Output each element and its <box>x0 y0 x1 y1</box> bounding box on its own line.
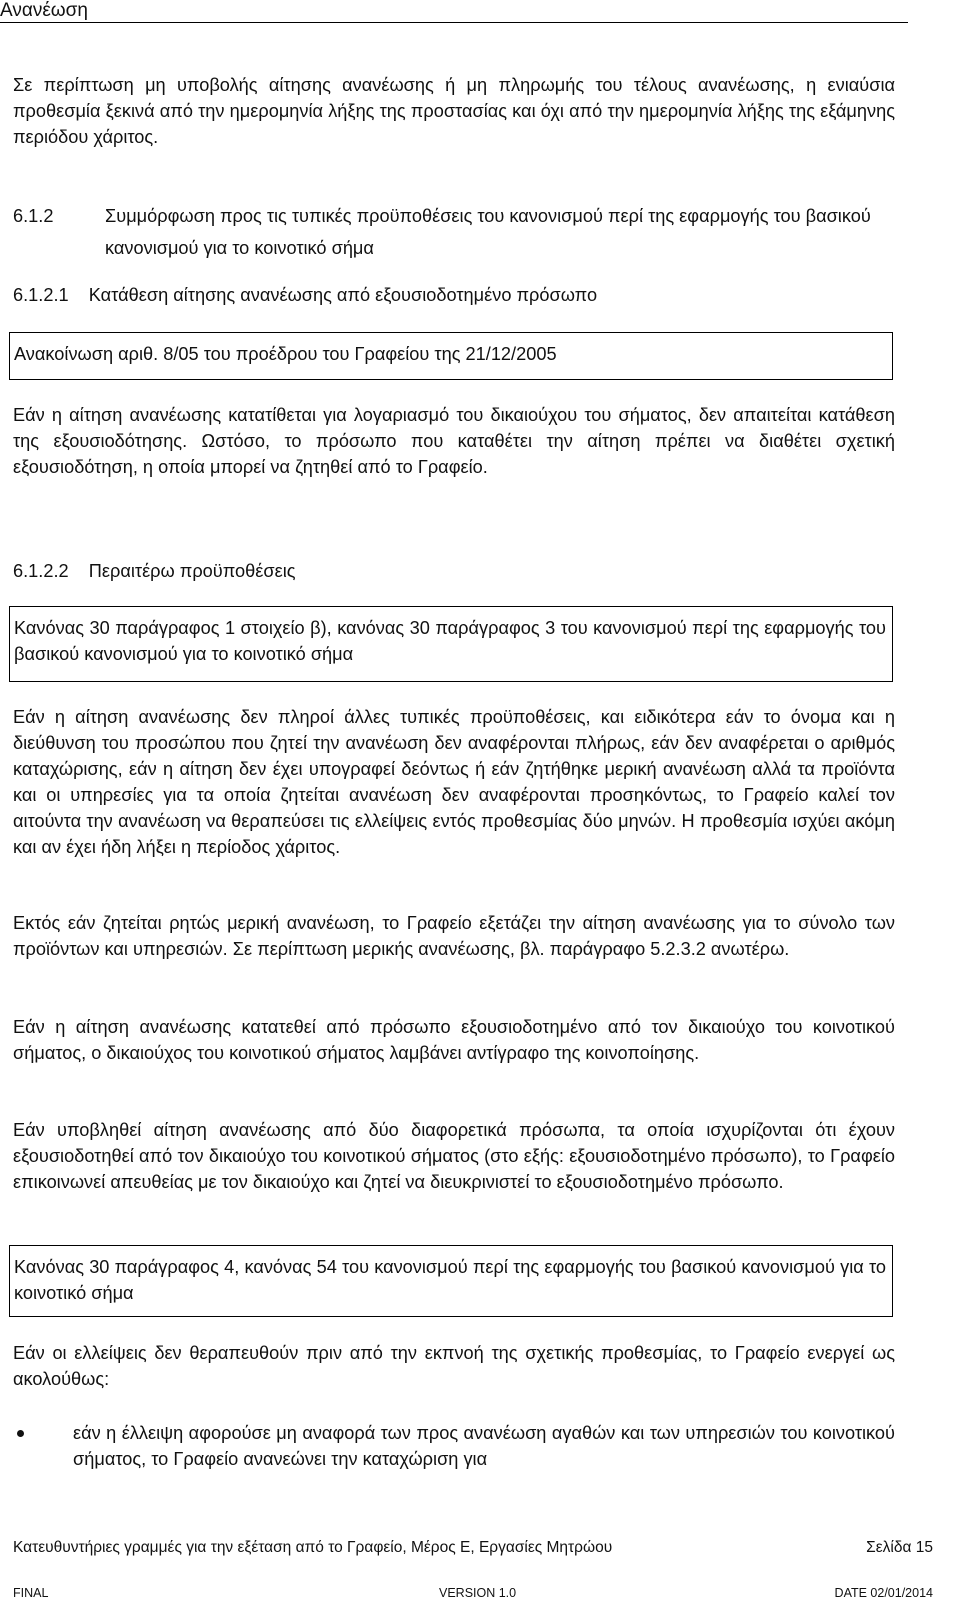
paragraph-grace-period: Σε περίπτωση μη υποβολής αίτησης ανανέωσης ή μη πληρωμής του τέλους ανανέωσης, η ενιαύσια προθεσμία ξεκινά από την ημερομηνία λήξης της προστασίας και όχι από την ημερομηνία λήξης της εξάμηνης περιόδου χάριτος. <box>13 75 895 147</box>
list-item-text: εάν η έλλειψη αφορούσε μη αναφορά των προς ανανέωση αγαθών και των υπηρεσιών του κοινοτικού σήματος, το Γραφείο ανανεώνει την καταχώριση για <box>73 1423 895 1469</box>
section-number: 6.1.2.1 <box>13 285 69 305</box>
list-item <box>13 1420 895 1472</box>
section-heading-6-1-2-1 <box>13 282 597 308</box>
header-title: Ανανέωση <box>0 0 88 21</box>
bullet-icon <box>17 1430 24 1437</box>
legal-reference-text: Κανόνας 30 παράγραφος 4, κανόνας 54 του κανονισμού περί της εφαρμογής του βασικού κανονισμού για το κοινοτικό σήμα <box>14 1257 886 1303</box>
status-label: FINAL <box>13 1586 49 1600</box>
paragraph-remedy: Εάν οι ελλείψεις δεν θεραπευθούν πριν από την εκπνοή της σχετικής προθεσμίας, το Γραφείο ενεργεί ως ακολούθως: <box>13 1343 895 1389</box>
section-title: Κατάθεση αίτησης ανανέωσης από εξουσιοδοτημένο πρόσωπο <box>88 285 598 305</box>
page-number: Σελίδα 15 <box>866 1539 933 1556</box>
section-number: 6.1.2.2 <box>13 561 69 581</box>
paragraph-authorised-person: Εάν η αίτηση ανανέωσης κατατεθεί από πρόσωπο εξουσιοδοτημένο από τον δικαιούχο του κοινοτικού σήματος, ο δικαιούχος του κοινοτικού σήματος λαμβάνει αντίγραφο της κοινοποίησης. <box>13 1017 895 1063</box>
legal-reference-text: Κανόνας 30 παράγραφος 1 στοιχείο β), κανόνας 30 παράγραφος 3 του κανονισμού περί της εφαρμογής του βασικού κανονισμού για το κοινοτικό σήμα <box>14 618 886 664</box>
page-footer <box>13 1536 933 1560</box>
section-heading-6-1-2 <box>13 200 895 264</box>
version-label: VERSION 1.0 <box>439 1586 517 1600</box>
legal-reference-text: Ανακοίνωση αριθ. 8/05 του προέδρου του Γραφείου της 21/12/2005 <box>14 344 557 364</box>
section-title: Περαιτέρω προϋποθέσεις <box>88 561 296 581</box>
section-heading-6-1-2-2 <box>13 558 296 584</box>
legal-reference-box <box>9 332 893 380</box>
section-number: 6.1.2 <box>13 206 54 226</box>
paragraph-two-requests: Εάν υποβληθεί αίτηση ανανέωσης από δύο διαφορετικά πρόσωπα, τα οποία ισχυρίζονται ότι έχουν εξουσιοδοτηθεί από τον δικαιούχο του κοινοτικού σήματος (στο εξής: εξουσιοδοτημένο πρόσωπο), το Γραφείο επικοινωνεί απευθείας με τον δικαιούχο και ζητεί να διευκρινιστεί το εξουσιοδοτημένο πρόσωπο. <box>13 1120 895 1192</box>
legal-reference-box <box>9 606 893 682</box>
section-title: Συμμόρφωση προς τις τυπικές προϋποθέσεις του κανονισμού περί της εφαρμογής του βασικού κανονισμού για το κοινοτικό σήμα <box>105 206 871 258</box>
date-label: DATE 02/01/2014 <box>834 1586 933 1600</box>
document-meta <box>13 1583 933 1603</box>
paragraph-authorisation: Εάν η αίτηση ανανέωσης κατατίθεται για λογαριασμό του δικαιούχου του σήματος, δεν απαιτείται κατάθεση της εξουσιοδότησης. Ωστόσο, το πρόσωπο που καταθέτει την αίτηση πρέπει να διαθέτει σχετική εξουσιοδότηση, η οποία μπορεί να ζητηθεί από το Γραφείο. <box>13 405 895 477</box>
footer-title: Κατευθυντήριες γραμμές για την εξέταση από το Γραφείο, Μέρος Ε, Εργασίες Μητρώου <box>13 1539 613 1556</box>
page-header <box>0 0 908 23</box>
paragraph-partial-renewal: Εκτός εάν ζητείται ρητώς μερική ανανέωση, το Γραφείο εξετάζει την αίτηση ανανέωσης για το σύνολο των προϊόντων και υπηρεσιών. Σε περίπτωση μερικής ανανέωσης, βλ. παράγραφο 5.2.3.2 ανωτέρω. <box>13 913 895 959</box>
paragraph-deficiencies: Εάν η αίτηση ανανέωσης δεν πληροί άλλες τυπικές προϋποθέσεις, και ειδικότερα εάν το όνομα και η διεύθυνση του προσώπου που ζητεί την ανανέωση δεν αναφέρονται πλήρως, εάν δεν αναφέρεται ο αριθμός καταχώρισης, εάν η αίτηση δεν έχει υπογραφεί δεόντως ή εάν ζητήθηκε μερική ανανέωση αλλά τα προϊόντα και οι υπηρεσίες για τα οποία ζητείται ανανέωση δεν αναφέρονται προσηκόντως, το Γραφείο καλεί τον αιτούντα την ανανέωση να θεραπεύσει τις ελλείψεις εντός προθεσμίας δύο μηνών. Η προθεσμία ισχύει ακόμη και αν έχει ήδη λήξει η περίοδος χάριτος. <box>13 707 895 857</box>
legal-reference-box <box>9 1245 893 1317</box>
